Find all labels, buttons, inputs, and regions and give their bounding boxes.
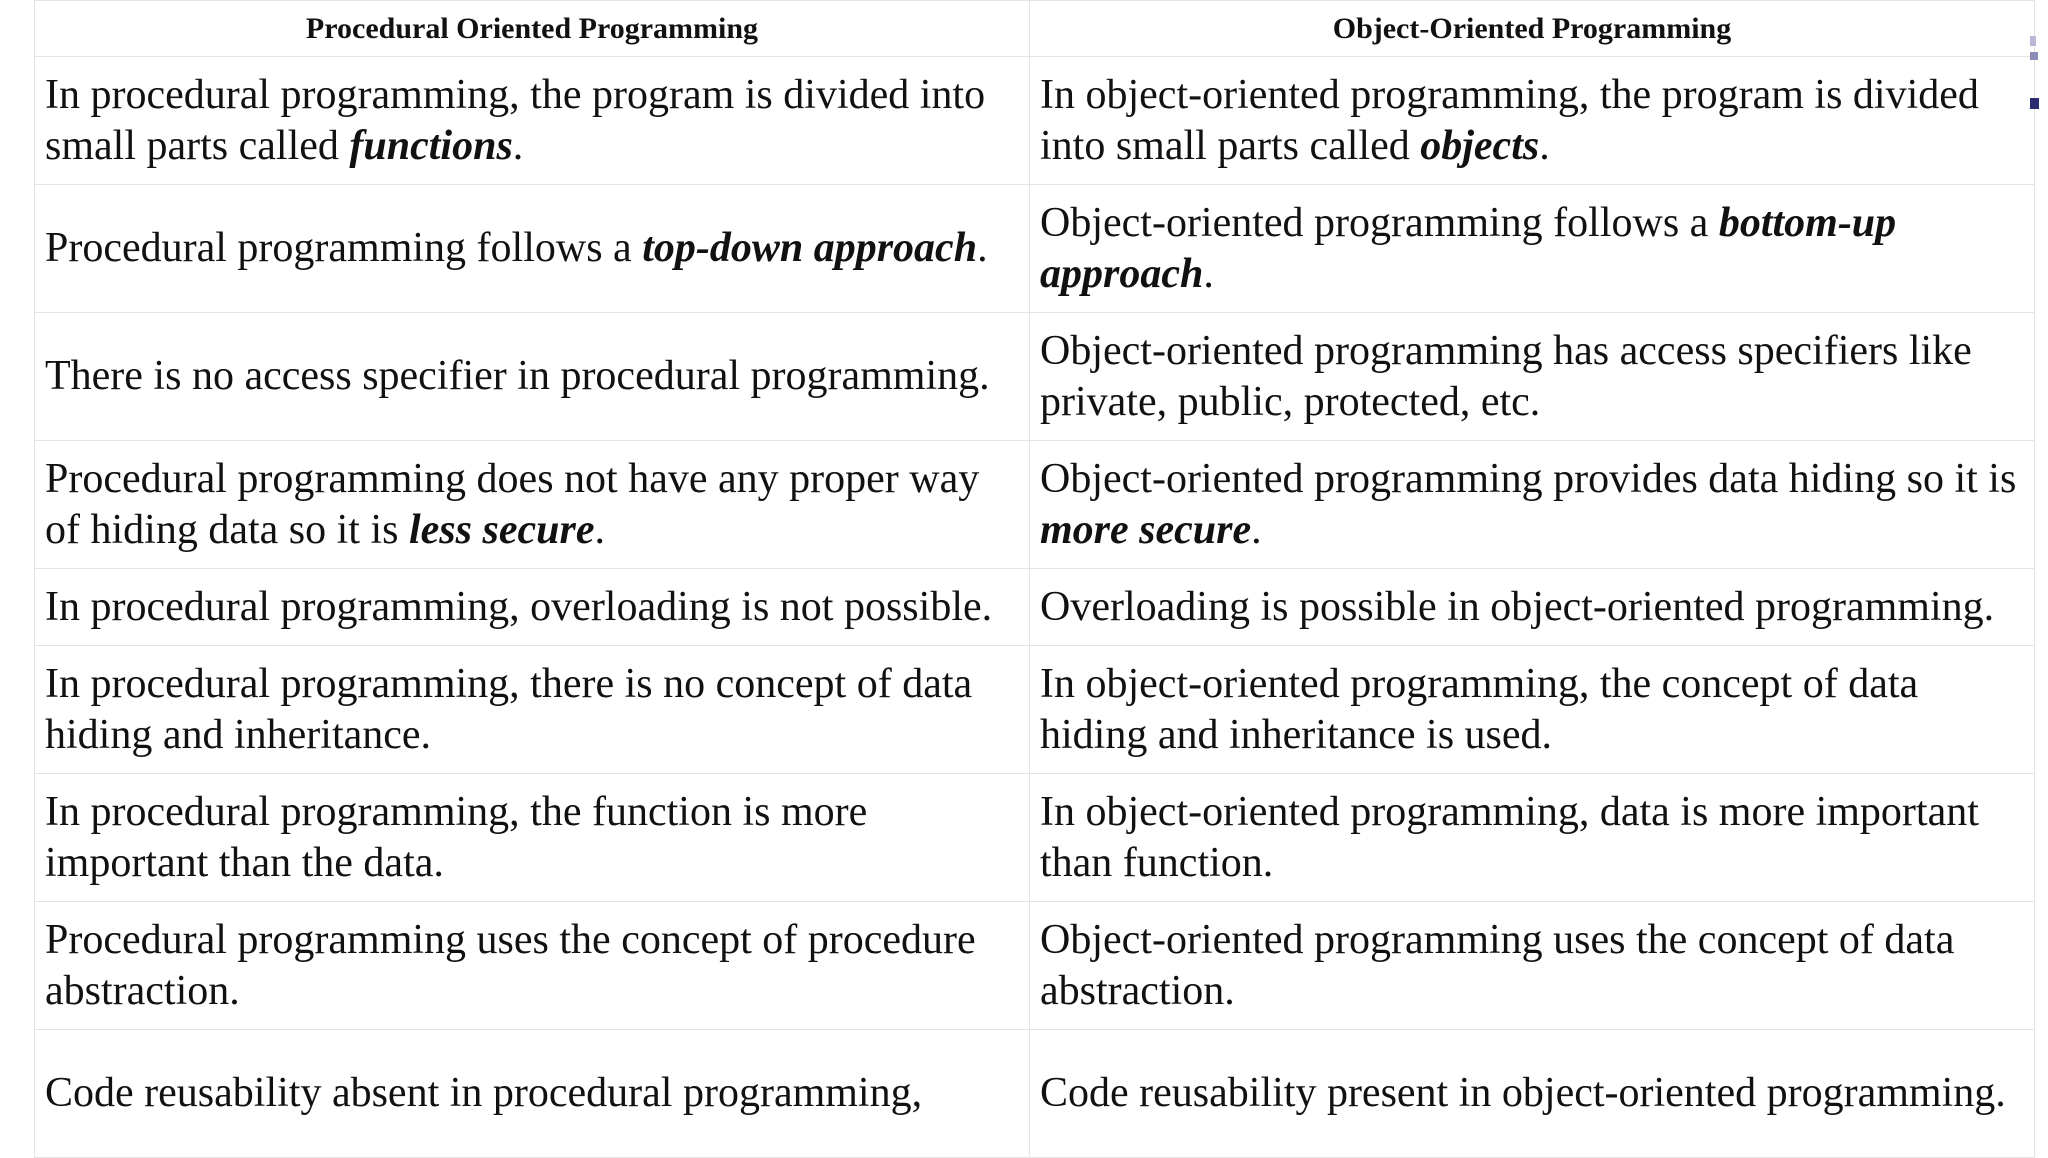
cell-text: Object-oriented programming uses the concept of data abstraction. <box>1040 916 1955 1014</box>
cell-text: There is no access specifier in procedural programming. <box>45 353 990 399</box>
header-procedural: Procedural Oriented Programming <box>35 1 1030 57</box>
table-row <box>35 774 2035 902</box>
cell-oop <box>1030 902 2035 1030</box>
cell-oop <box>1030 313 2035 441</box>
cell-text: Object-oriented programming has access specifiers like private, public, protected, etc. <box>1040 327 1972 425</box>
table-row <box>35 57 2035 185</box>
cell-procedural <box>35 902 1030 1030</box>
cell-oop <box>1030 646 2035 774</box>
cell-text: Object-oriented programming provides data hiding so it is <box>1040 455 2017 502</box>
cell-text: In procedural programming, the function is more important than the data. <box>45 788 868 886</box>
cell-text: In procedural programming, there is no concept of data hiding and inheritance. <box>45 660 973 758</box>
cell-oop <box>1030 774 2035 902</box>
cell-oop <box>1030 1030 2035 1158</box>
cell-text: In object-oriented programming, the program is divided into small parts called <box>1040 71 1979 169</box>
header-row <box>35 1 2035 57</box>
table-row <box>35 185 2035 313</box>
cell-text-end: . <box>594 506 605 553</box>
cell-emphasis: objects <box>1420 122 1540 169</box>
cell-emphasis: less secure <box>408 506 595 553</box>
table-row <box>35 441 2035 569</box>
cell-text: Code reusability present in object-oriented programming. <box>1040 1070 2006 1116</box>
scroll-thumb[interactable] <box>2030 98 2039 109</box>
scrollbar-fragment[interactable] <box>2028 36 2042 116</box>
cell-text-end: . <box>1203 250 1214 297</box>
scroll-mark-icon <box>2030 52 2038 60</box>
cell-procedural <box>35 441 1030 569</box>
cell-procedural <box>35 1030 1030 1158</box>
cell-text: In procedural programming, the program is divided into small parts called <box>45 71 986 169</box>
scroll-mark-icon <box>2030 36 2036 46</box>
cell-oop <box>1030 57 2035 185</box>
cell-text: Procedural programming follows a <box>45 225 643 271</box>
cell-procedural <box>35 313 1030 441</box>
cell-oop <box>1030 569 2035 646</box>
cell-procedural <box>35 774 1030 902</box>
cell-text-end: . <box>512 122 524 169</box>
cell-procedural <box>35 57 1030 185</box>
cell-emphasis: functions <box>349 122 513 169</box>
cell-text: Object-oriented programming follows a <box>1040 199 1719 246</box>
table-row <box>35 646 2035 774</box>
cell-text: Code reusability absent in procedural programming, <box>45 1070 923 1116</box>
table-row <box>35 1030 2035 1158</box>
cell-text-end: . <box>1539 122 1550 169</box>
cell-procedural <box>35 569 1030 646</box>
cell-text: In object-oriented programming, the concept of data hiding and inheritance is used. <box>1040 660 1919 758</box>
cell-text-end: . <box>1251 506 1262 553</box>
cell-oop <box>1030 185 2035 313</box>
cell-text: Procedural programming does not have any proper way of hiding data so it is <box>45 455 980 553</box>
cell-text: Procedural programming uses the concept of procedure abstraction. <box>45 916 976 1014</box>
cell-text: Overloading is possible in object-oriented programming. <box>1040 583 1995 630</box>
table-row <box>35 902 2035 1030</box>
table-row <box>35 569 2035 646</box>
cell-procedural <box>35 185 1030 313</box>
header-oop: Object-Oriented Programming <box>1030 1 2035 57</box>
cell-emphasis: bottom-up approach <box>1040 199 1897 297</box>
cell-emphasis: top-down approach <box>642 225 978 271</box>
cell-text: In procedural programming, overloading is not possible. <box>45 583 993 630</box>
cell-oop <box>1030 441 2035 569</box>
cell-text: In object-oriented programming, data is more important than function. <box>1040 788 1979 886</box>
comparison-table <box>34 0 2035 1158</box>
table-row <box>35 313 2035 441</box>
cell-text-end: . <box>977 225 988 271</box>
cell-emphasis: more secure <box>1040 506 1252 553</box>
cell-procedural <box>35 646 1030 774</box>
